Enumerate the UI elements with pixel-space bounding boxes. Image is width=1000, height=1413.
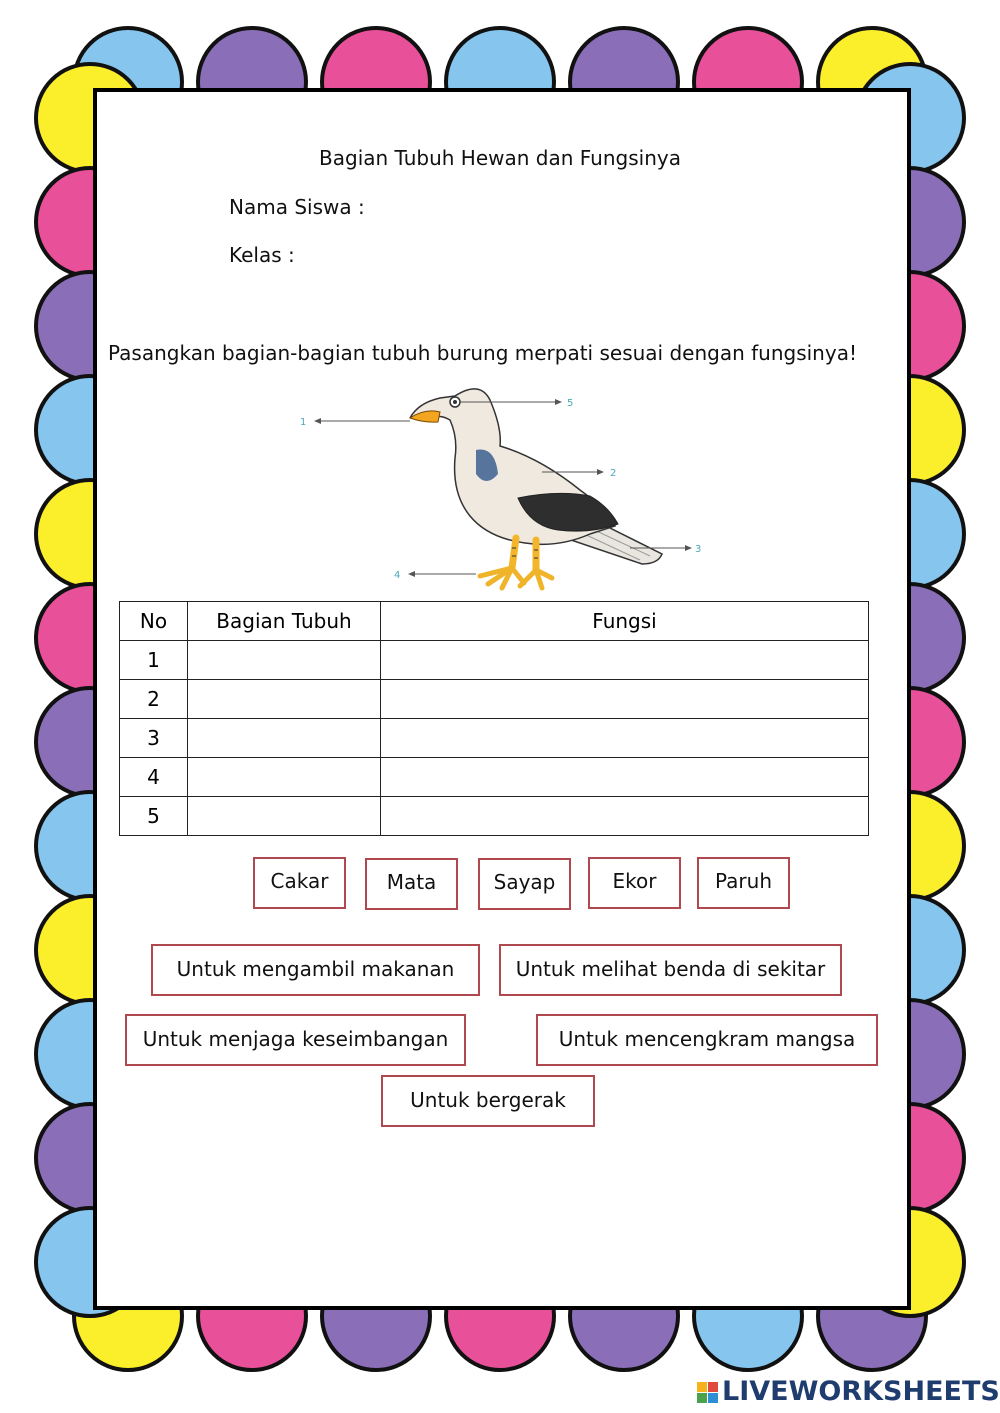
body-part-drop-cell[interactable]: [188, 797, 381, 836]
table-row: [120, 680, 869, 719]
card-label: Untuk melihat benda di sekitar: [515, 957, 826, 981]
function-drop-cell[interactable]: [381, 797, 869, 836]
card-function-grip-prey[interactable]: [536, 1014, 878, 1066]
function-drop-cell[interactable]: [381, 719, 869, 758]
function-drop-cell[interactable]: [381, 680, 869, 719]
body-part-drop-cell[interactable]: [188, 719, 381, 758]
class-label: Kelas :: [229, 243, 295, 267]
row-number: 5: [120, 797, 188, 836]
card-label: Untuk mencengkram mangsa: [558, 1027, 856, 1051]
function-drop-cell[interactable]: [381, 641, 869, 680]
card-label: Mata: [386, 870, 437, 894]
header-body-part: Bagian Tubuh: [188, 602, 381, 641]
body-part-drop-cell[interactable]: [188, 758, 381, 797]
card-mata[interactable]: [365, 858, 458, 910]
diagram-label-2: 2: [610, 468, 617, 479]
card-function-see-surroundings[interactable]: [499, 944, 842, 996]
header-no: No: [120, 602, 188, 641]
card-sayap[interactable]: [478, 858, 571, 910]
table-header-row: [120, 602, 869, 641]
card-function-balance[interactable]: [125, 1014, 466, 1066]
pigeon-claws: [480, 568, 552, 588]
diagram-label-4: 4: [394, 570, 401, 581]
card-label: Untuk mengambil makanan: [176, 957, 455, 981]
card-label: Cakar: [270, 869, 329, 893]
card-function-take-food[interactable]: [151, 944, 480, 996]
instruction-text: Pasangkan bagian-bagian tubuh burung merpati sesuai dengan fungsinya!: [108, 341, 857, 365]
worksheet-title: Bagian Tubuh Hewan dan Fungsinya: [319, 146, 681, 170]
card-function-move[interactable]: [381, 1075, 595, 1127]
liveworksheets-logo-icon: [697, 1378, 721, 1410]
liveworksheets-logo-text: LIVEWORKSHEETS: [722, 1376, 1000, 1407]
card-label: Untuk bergerak: [410, 1088, 566, 1112]
card-label: Untuk menjaga keseimbangan: [142, 1027, 449, 1051]
row-number: 4: [120, 758, 188, 797]
row-number: 2: [120, 680, 188, 719]
body-part-drop-cell[interactable]: [188, 641, 381, 680]
answer-table: [119, 601, 869, 836]
pigeon-diagram: [290, 378, 720, 596]
table-row: [120, 797, 869, 836]
student-name-label: Nama Siswa :: [229, 195, 365, 219]
row-number: 1: [120, 641, 188, 680]
function-drop-cell[interactable]: [381, 758, 869, 797]
card-cakar[interactable]: [253, 857, 346, 909]
card-label: Ekor: [612, 869, 657, 893]
table-row: [120, 719, 869, 758]
diagram-label-3: 3: [695, 544, 702, 555]
card-label: Paruh: [715, 869, 772, 893]
card-ekor[interactable]: [588, 857, 681, 909]
card-label: Sayap: [493, 870, 556, 894]
table-row: [120, 641, 869, 680]
table-row: [120, 758, 869, 797]
diagram-label-1: 1: [300, 417, 307, 428]
header-function: Fungsi: [381, 602, 869, 641]
diagram-label-5: 5: [567, 398, 574, 409]
body-part-drop-cell[interactable]: [188, 680, 381, 719]
row-number: 3: [120, 719, 188, 758]
card-paruh[interactable]: [697, 857, 790, 909]
